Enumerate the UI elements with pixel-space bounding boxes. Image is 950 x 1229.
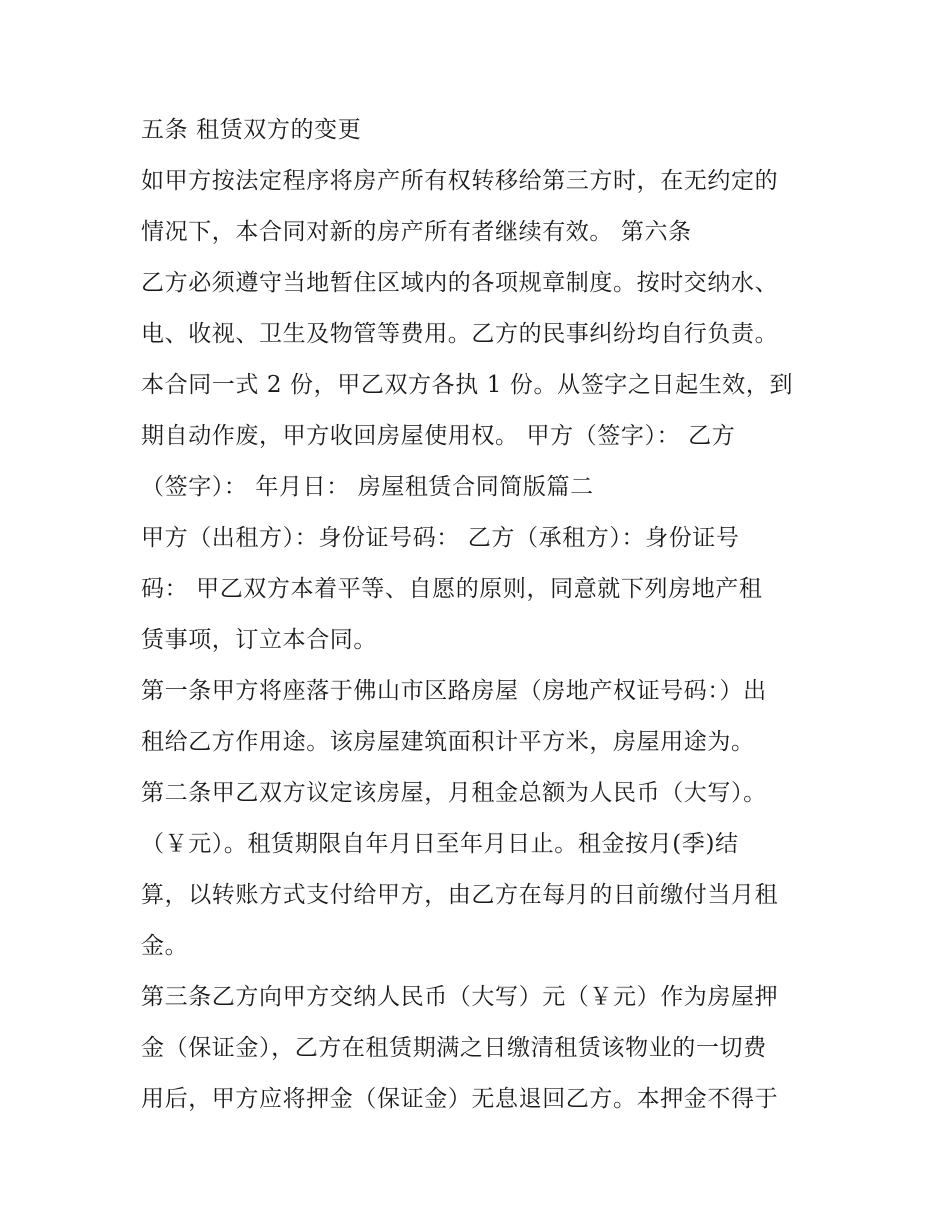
text-line: 金（保证金），乙方在租赁期满之日缴清租赁该物业的一切费 — [141, 1035, 767, 1061]
text-line: 金。 — [141, 933, 189, 959]
contract-text-body — [141, 108, 821, 1128]
text-line: 租给乙方作用途。该房屋建筑面积计平方米，房屋用途为。 — [141, 729, 755, 755]
text-line: 电、收视、卫生及物管等费用。乙方的民事纠纷均自行负责。 — [141, 321, 779, 347]
text-line: 乙方必须遵守当地暂住区域内的各项规章制度。按时交纳水、 — [141, 270, 779, 296]
text-line: 第三条乙方向甲方交纳人民币（大写）元（￥元）作为房屋押 — [141, 984, 779, 1010]
text-line: 赁事项，订立本合同。 — [141, 627, 377, 653]
text-line: 甲方（出租方）：身份证号码： 乙方（承租方）：身份证号 — [141, 525, 740, 551]
text-line: （签字）： 年月日： 房屋租赁合同简版篇二 — [141, 474, 594, 500]
text-line: 五条 租赁双方的变更 — [141, 117, 362, 143]
text-line: 码： 甲乙双方本着平等、自愿的原则，同意就下列房地产租 — [141, 576, 763, 602]
text-line: （￥元）。租赁期限自年月日至年月日止。租金按月(季)结 — [141, 831, 739, 857]
text-line: 第一条甲方将座落于佛山市区路房屋（房地产权证号码：）出 — [141, 678, 767, 704]
text-line: 期自动作废，甲方收回房屋使用权。 甲方（签字）： 乙方 — [141, 423, 736, 449]
text-line: 算，以转账方式支付给甲方，由乙方在每月的日前缴付当月租 — [141, 882, 779, 908]
text-line: 第二条甲乙双方议定该房屋，月租金总额为人民币（大写）。 — [141, 780, 767, 806]
text-line: 本合同一式 2 份，甲乙双方各执 1 份。从签字之日起生效，到 — [141, 372, 794, 398]
text-line: 情况下，本合同对新的房产所有者继续有效。 第六条 — [141, 219, 692, 245]
text-line: 如甲方按法定程序将房产所有权转移给第三方时，在无约定的 — [141, 168, 779, 194]
text-line: 用后，甲方应将押金（保证金）无息退回乙方。本押金不得于 — [141, 1086, 779, 1112]
